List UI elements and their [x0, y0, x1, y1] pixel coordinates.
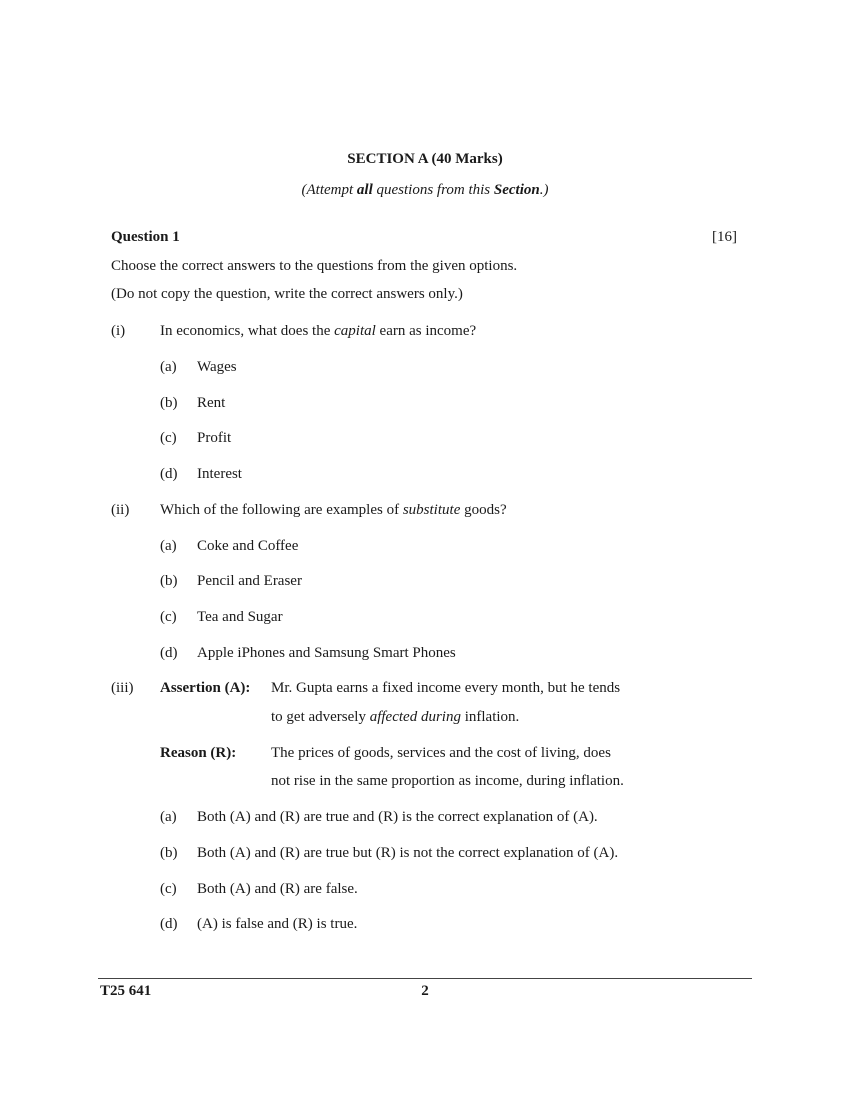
- q2-option-c-letter: (c): [160, 609, 177, 625]
- question-title: Question 1: [111, 229, 180, 245]
- q1-option-c: Profit: [197, 430, 232, 446]
- section-instruction: (Attempt all questions from this Section.): [301, 182, 549, 198]
- q1-option-a-letter: (a): [160, 359, 177, 375]
- q1-option-a: Wages: [197, 359, 237, 375]
- q3-number: (iii): [111, 680, 134, 696]
- q1-option-d: Interest: [197, 466, 242, 482]
- paper-code: T25 641: [100, 983, 152, 999]
- q2-text: Which of the following are examples of substitute goods?: [160, 502, 507, 518]
- q3-option-a-letter: (a): [160, 809, 177, 825]
- q3-option-c: Both (A) and (R) are false.: [197, 881, 358, 897]
- q2-option-b-letter: (b): [160, 573, 178, 589]
- question-note: (Do not copy the question, write the correct answers only.): [111, 286, 463, 302]
- q2-option-b: Pencil and Eraser: [197, 573, 302, 589]
- q3-option-c-letter: (c): [160, 881, 177, 897]
- q2-option-d: Apple iPhones and Samsung Smart Phones: [197, 645, 456, 661]
- q1-option-b-letter: (b): [160, 395, 178, 411]
- q1-text: In economics, what does the capital earn as income?: [160, 323, 477, 339]
- q3-option-b-letter: (b): [160, 845, 178, 861]
- q1-option-d-letter: (d): [160, 466, 178, 482]
- q1-number: (i): [111, 323, 126, 339]
- q2-option-d-letter: (d): [160, 645, 178, 661]
- assertion-label: Assertion (A):: [160, 680, 251, 696]
- reason-label: Reason (R):: [160, 745, 237, 761]
- q1-option-b: Rent: [197, 395, 226, 411]
- q2-number: (ii): [111, 502, 130, 518]
- section-title: SECTION A (40 Marks): [347, 151, 503, 167]
- page-number: 2: [421, 983, 429, 999]
- q3-option-b: Both (A) and (R) are true but (R) is not the correct explanation of (A).: [197, 845, 619, 861]
- q1-option-c-letter: (c): [160, 430, 177, 446]
- reason-line2: not rise in the same proportion as income, during inflation.: [271, 773, 624, 789]
- assertion-line2: to get adversely affected during inflation.: [271, 709, 520, 725]
- q2-option-a: Coke and Coffee: [197, 538, 299, 554]
- q3-option-a: Both (A) and (R) are true and (R) is the correct explanation of (A).: [197, 809, 598, 825]
- q3-option-d: (A) is false and (R) is true.: [197, 916, 358, 932]
- footer-divider: [98, 978, 752, 979]
- q3-option-d-letter: (d): [160, 916, 178, 932]
- question-instruction: Choose the correct answers to the questions from the given options.: [111, 258, 518, 274]
- assertion-line1: Mr. Gupta earns a fixed income every month, but he tends: [271, 680, 621, 696]
- q2-option-a-letter: (a): [160, 538, 177, 554]
- q2-option-c: Tea and Sugar: [197, 609, 283, 625]
- reason-line1: The prices of goods, services and the cost of living, does: [271, 745, 611, 761]
- question-marks: [16]: [712, 229, 737, 245]
